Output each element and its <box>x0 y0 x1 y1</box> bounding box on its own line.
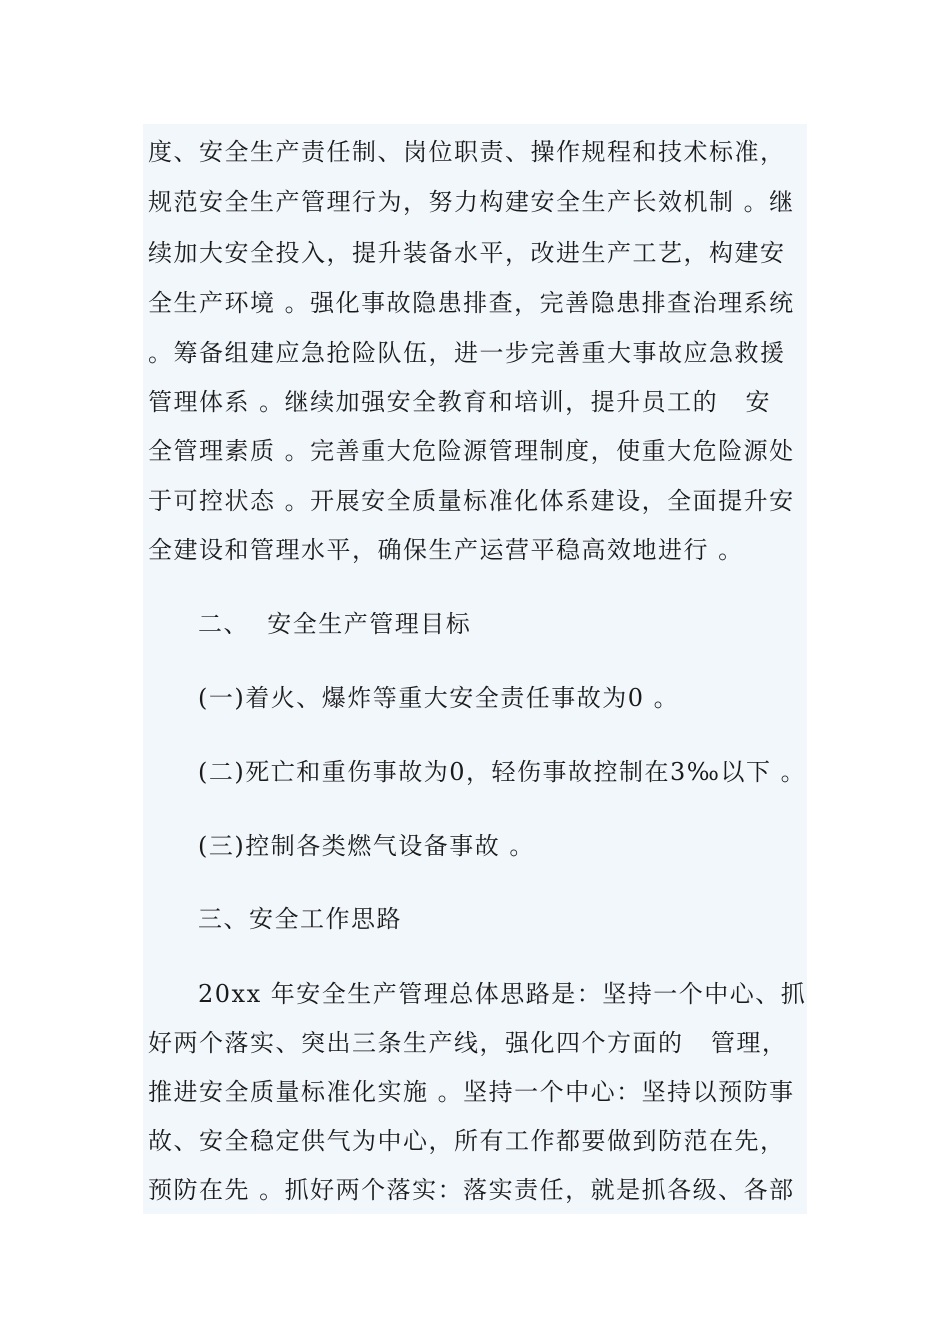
body-line: 。筹备组建应急抢险队伍，进一步完善重大事故应急救援 <box>148 339 786 367</box>
body-line: 20xx 年安全生产管理总体思路是：坚持一个中心、抓 <box>198 980 807 1008</box>
body-line: 度、安全生产责任制、岗位职责、操作规程和技术标准， <box>148 138 786 166</box>
body-line: 预防在先 。抓好两个落实：落实责任，就是抓各级、各部 <box>148 1176 795 1204</box>
body-line: 管理体系 。继续加强安全教育和培训，提升员工的 安 <box>148 388 772 416</box>
goal-item: (一)着火、爆炸等重大安全责任事故为0 。 <box>198 684 680 712</box>
body-line: 全建设和管理水平，确保生产运营平稳高效地进行 。 <box>148 536 744 564</box>
section-heading: 二、 安全生产管理目标 <box>198 610 472 638</box>
body-line: 推进安全质量标准化实施 。坚持一个中心：坚持以预防事 <box>148 1078 795 1106</box>
body-line: 全生产环境 。强化事故隐患排查，完善隐患排查治理系统 <box>148 289 795 317</box>
body-line: 规范安全生产管理行为，努力构建安全生产长效机制 。继 <box>148 188 795 216</box>
body-line: 全管理素质 。完善重大危险源管理制度，使重大危险源处 <box>148 437 795 465</box>
body-line: 续加大安全投入，提升装备水平，改进生产工艺，构建安 <box>148 239 786 267</box>
body-line: 好两个落实、突出三条生产线，强化四个方面的 管理， <box>148 1029 788 1057</box>
goal-item: (三)控制各类燃气设备事故 。 <box>198 832 535 860</box>
section-heading: 三、安全工作思路 <box>198 905 402 933</box>
goal-item: (二)死亡和重伤事故为0，轻伤事故控制在3‰以下 。 <box>198 758 807 786</box>
body-line: 故、安全稳定供气为中心，所有工作都要做到防范在先， <box>148 1127 786 1155</box>
body-line: 于可控状态 。开展安全质量标准化体系建设，全面提升安 <box>148 487 795 515</box>
